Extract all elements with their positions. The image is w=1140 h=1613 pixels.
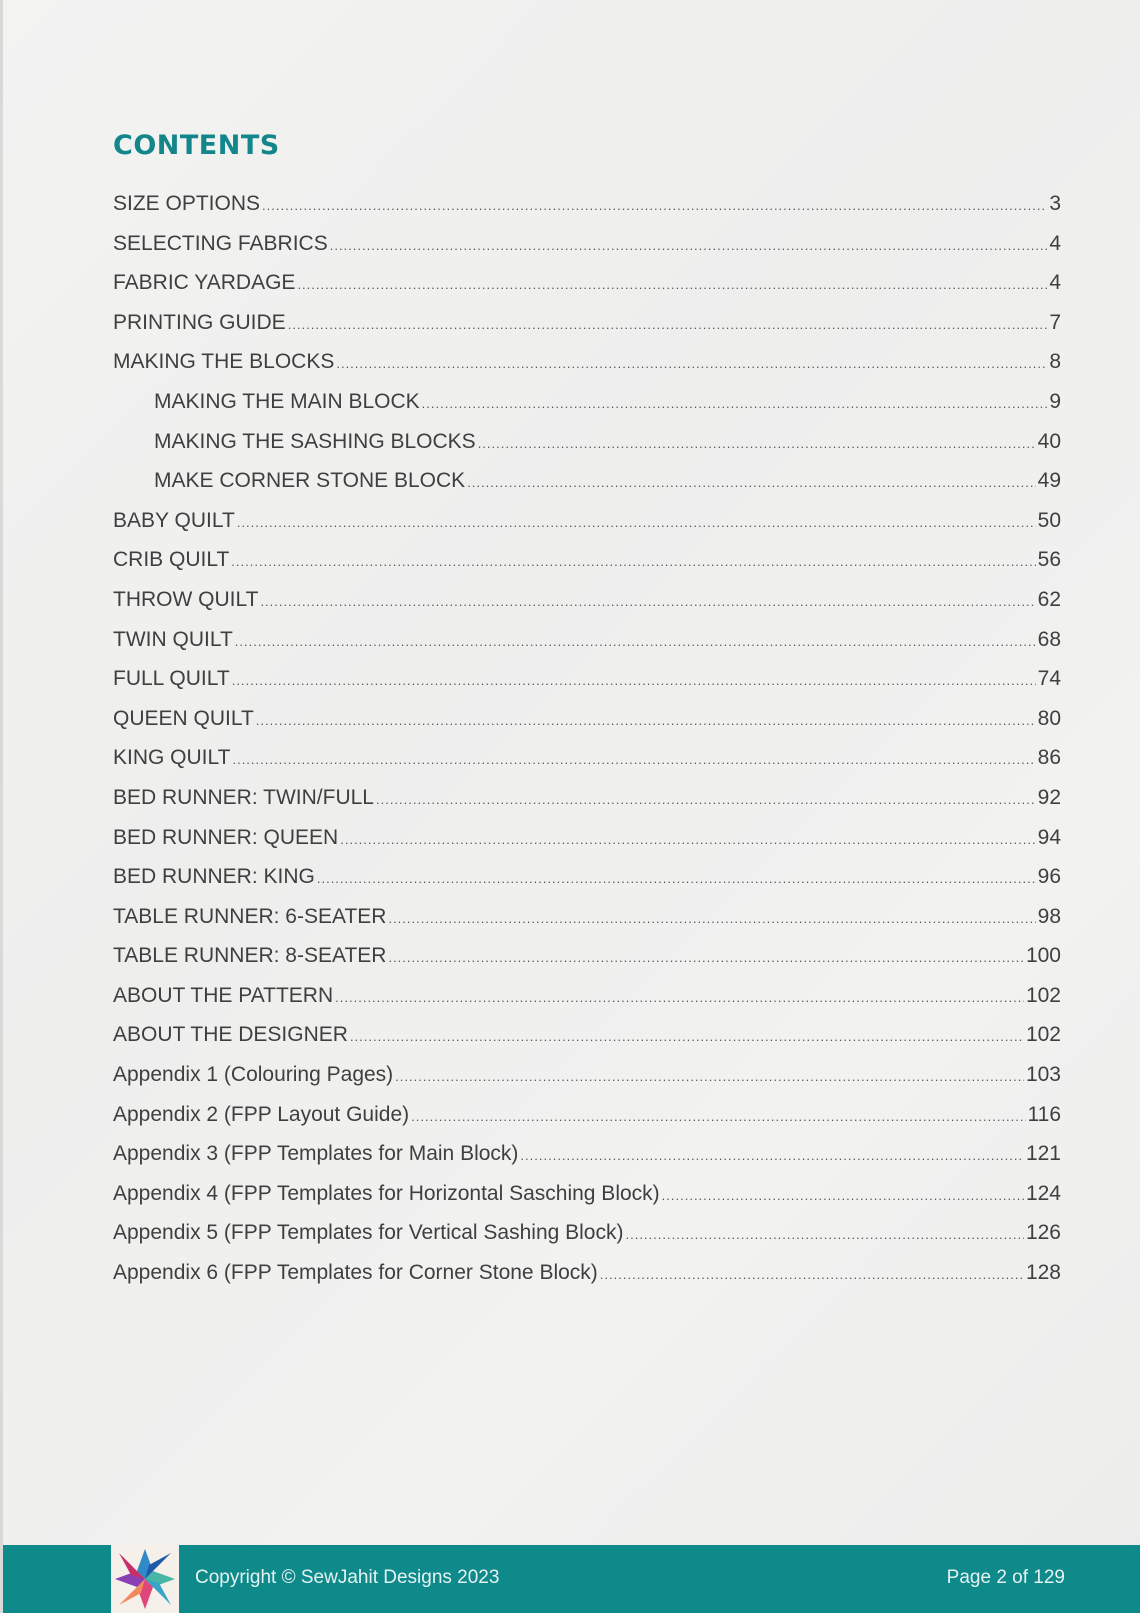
- toc-entry[interactable]: [113, 588, 1061, 628]
- toc-entry-page-number: 103: [1025, 1063, 1061, 1087]
- toc-entry[interactable]: [113, 786, 1061, 826]
- toc-entry-label: SIZE OPTIONS: [113, 192, 261, 215]
- toc-entry[interactable]: [113, 1142, 1061, 1182]
- toc-entry[interactable]: [113, 509, 1061, 549]
- toc-dot-leader: [237, 515, 1036, 530]
- toc-entry-label: FULL QUILT: [113, 667, 230, 691]
- toc-dot-leader: [235, 634, 1036, 649]
- toc-entry[interactable]: [113, 667, 1061, 707]
- toc-entry-label: BED RUNNER: QUEEN: [113, 825, 339, 849]
- toc-entry-label: TABLE RUNNER: 8-SEATER: [113, 944, 387, 968]
- toc-dot-leader: [336, 356, 1047, 371]
- toc-entry[interactable]: [113, 865, 1061, 905]
- toc-entry-label: Appendix 5 (FPP Templates for Vertical Sashing Block): [113, 1221, 624, 1245]
- toc-entry[interactable]: [113, 192, 1061, 232]
- toc-entry-label: BED RUNNER: KING: [113, 865, 315, 889]
- toc-dot-leader: [388, 950, 1024, 965]
- toc-dot-leader: [600, 1267, 1024, 1282]
- toc-entry-label: BABY QUILT: [113, 508, 235, 532]
- toc-dot-leader: [297, 277, 1047, 292]
- toc-entry-page-number: 74: [1037, 667, 1061, 691]
- star-quilt-logo-icon: [111, 1545, 179, 1613]
- toc-entry-label: MAKING THE SASHING BLOCKS: [154, 429, 476, 453]
- toc-dot-leader: [256, 713, 1036, 728]
- toc-entry[interactable]: [113, 469, 1061, 509]
- toc-entry-label: Appendix 3 (FPP Templates for Main Block): [113, 1142, 519, 1166]
- toc-entry[interactable]: [113, 1182, 1061, 1222]
- toc-entry-page-number: 62: [1037, 587, 1061, 611]
- toc-dot-leader: [350, 1029, 1024, 1044]
- toc-dot-leader: [260, 594, 1035, 609]
- toc-entry[interactable]: [113, 430, 1061, 470]
- toc-dot-leader: [662, 1188, 1024, 1203]
- toc-entry[interactable]: [113, 628, 1061, 668]
- toc-entry[interactable]: [113, 350, 1061, 390]
- toc-dot-leader: [625, 1227, 1023, 1242]
- toc-entry-label: MAKING THE BLOCKS: [113, 350, 335, 374]
- toc-entry-page-number: 7: [1049, 310, 1061, 334]
- toc-dot-leader: [330, 238, 1048, 253]
- toc-entry-page-number: 92: [1037, 785, 1061, 809]
- toc-dot-leader: [232, 752, 1035, 767]
- toc-entry-page-number: 40: [1037, 429, 1061, 453]
- toc-entry[interactable]: [113, 1023, 1061, 1063]
- toc-entry-page-number: 9: [1049, 389, 1061, 413]
- toc-entry-page-number: 116: [1027, 1102, 1061, 1126]
- toc-entry[interactable]: [113, 548, 1061, 588]
- toc-entry-label: QUEEN QUILT: [113, 706, 254, 730]
- toc-entry-page-number: 128: [1025, 1261, 1061, 1285]
- toc-entry-label: Appendix 1 (Colouring Pages): [113, 1063, 394, 1087]
- page-number: Page 2 of 129: [946, 1567, 1065, 1588]
- toc-entry-page-number: 126: [1025, 1221, 1061, 1245]
- page-footer: [3, 1545, 1140, 1613]
- toc-entry-label: Appendix 4 (FPP Templates for Horizontal Sasching Block): [113, 1181, 660, 1205]
- toc-entry-label: THROW QUILT: [113, 587, 259, 611]
- toc-dot-leader: [467, 475, 1035, 490]
- toc-entry-page-number: 102: [1025, 983, 1061, 1007]
- toc-dot-leader: [340, 832, 1035, 847]
- toc-entry-label: ABOUT THE PATTERN: [113, 983, 334, 1007]
- toc-entry-page-number: 49: [1037, 469, 1061, 493]
- toc-dot-leader: [262, 198, 1047, 213]
- toc-entry[interactable]: [113, 1221, 1061, 1261]
- toc-dot-leader: [232, 673, 1036, 688]
- toc-entry-page-number: 124: [1025, 1181, 1061, 1205]
- toc-entry-label: PRINTING GUIDE: [113, 310, 286, 334]
- toc-dot-leader: [422, 396, 1048, 411]
- toc-entry-label: ABOUT THE DESIGNER: [113, 1023, 348, 1047]
- toc-entry-label: BED RUNNER: TWIN/FULL: [113, 785, 374, 809]
- toc-entry[interactable]: [113, 1261, 1061, 1301]
- toc-entry-label: TABLE RUNNER: 6-SEATER: [113, 904, 387, 928]
- toc-entry-page-number: 8: [1049, 350, 1061, 374]
- toc-entry-page-number: 4: [1049, 271, 1061, 295]
- toc-entry[interactable]: [113, 271, 1061, 311]
- toc-entry[interactable]: [113, 311, 1061, 351]
- table-of-contents: [113, 192, 1061, 1301]
- toc-entry[interactable]: [113, 905, 1061, 945]
- toc-entry-label: TWIN QUILT: [113, 627, 233, 651]
- toc-dot-leader: [388, 911, 1035, 926]
- toc-dot-leader: [288, 317, 1048, 332]
- toc-entry-page-number: 56: [1037, 548, 1061, 572]
- toc-entry[interactable]: [113, 390, 1061, 430]
- page-title: CONTENTS: [113, 130, 280, 161]
- toc-entry-page-number: 100: [1025, 944, 1061, 968]
- toc-dot-leader: [395, 1069, 1024, 1084]
- toc-dot-leader: [376, 792, 1036, 807]
- toc-dot-leader: [231, 554, 1035, 569]
- toc-entry-page-number: 94: [1037, 825, 1061, 849]
- toc-entry-page-number: 4: [1049, 231, 1061, 255]
- toc-dot-leader: [478, 436, 1036, 451]
- toc-entry-page-number: 80: [1037, 706, 1061, 730]
- toc-entry[interactable]: [113, 1063, 1061, 1103]
- toc-entry-page-number: 96: [1037, 865, 1061, 889]
- toc-dot-leader: [411, 1109, 1025, 1124]
- toc-entry[interactable]: [113, 1103, 1061, 1143]
- toc-entry-page-number: 68: [1037, 627, 1061, 651]
- toc-entry-label: SELECTING FABRICS: [113, 231, 328, 255]
- toc-entry-label: FABRIC YARDAGE: [113, 271, 296, 295]
- toc-entry-label: KING QUILT: [113, 746, 231, 770]
- toc-entry-label: Appendix 2 (FPP Layout Guide): [113, 1102, 410, 1126]
- toc-entry[interactable]: [113, 746, 1061, 786]
- toc-entry[interactable]: [113, 707, 1061, 747]
- toc-entry-label: Appendix 6 (FPP Templates for Corner Stone Block): [113, 1261, 598, 1285]
- toc-entry-page-number: 3: [1049, 192, 1061, 215]
- toc-entry[interactable]: [113, 232, 1061, 272]
- toc-entry[interactable]: [113, 944, 1061, 984]
- toc-dot-leader: [317, 871, 1036, 886]
- toc-entry-page-number: 50: [1037, 508, 1061, 532]
- toc-entry-label: MAKING THE MAIN BLOCK: [154, 389, 420, 413]
- toc-entry-label: MAKE CORNER STONE BLOCK: [154, 469, 466, 493]
- toc-entry-page-number: 102: [1025, 1023, 1061, 1047]
- toc-entry-page-number: 121: [1025, 1142, 1061, 1166]
- toc-entry-page-number: 98: [1037, 904, 1061, 928]
- toc-entry[interactable]: [113, 826, 1061, 866]
- toc-entry-page-number: 86: [1037, 746, 1061, 770]
- toc-dot-leader: [335, 990, 1024, 1005]
- toc-dot-leader: [520, 1148, 1024, 1163]
- toc-entry-label: CRIB QUILT: [113, 548, 230, 572]
- toc-entry[interactable]: [113, 984, 1061, 1024]
- copyright-text: Copyright © SewJahit Designs 2023: [195, 1567, 500, 1588]
